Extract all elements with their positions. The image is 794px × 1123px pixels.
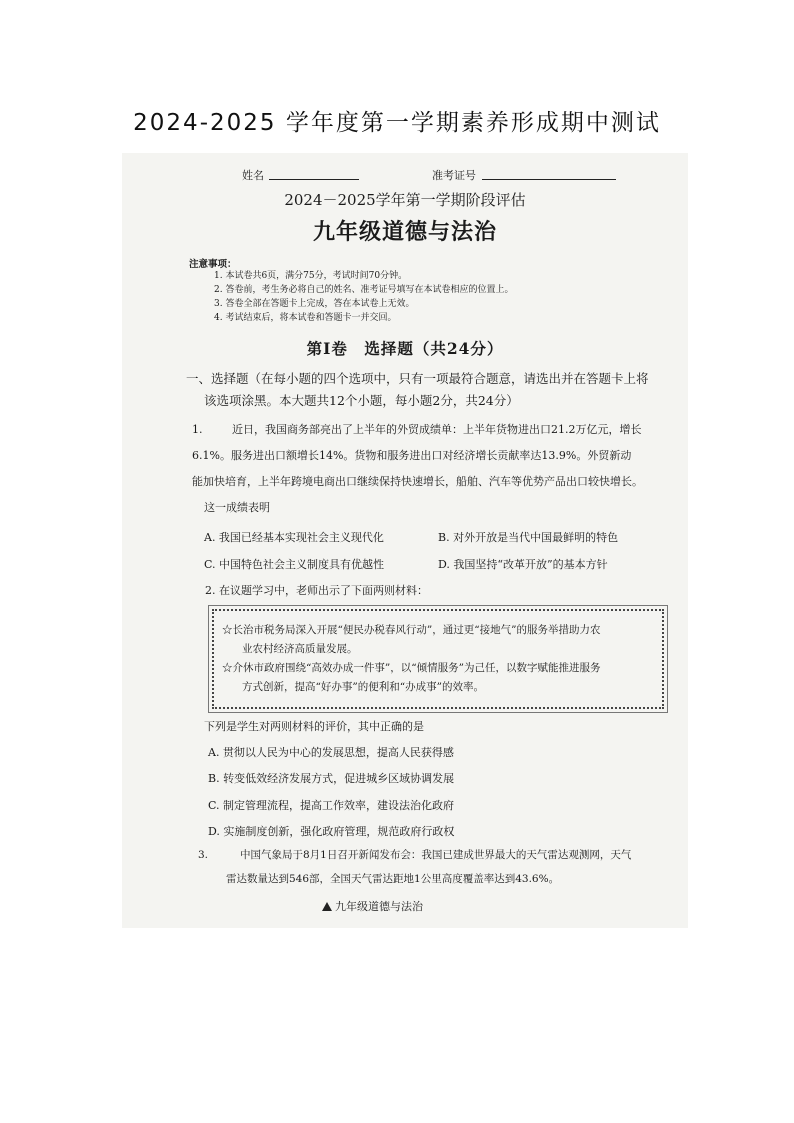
q1-option-a: A. 我国已经基本实现社会主义现代化 — [204, 531, 384, 544]
question-text: 能加快培育，上半年跨境电商出口继续保持快速增长，船舶、汽车等优势产品出口较快增长。 — [192, 475, 643, 488]
candidate-info-row — [122, 167, 688, 185]
question-2-ask: 下列是学生对两则材料的评价，其中正确的是 — [204, 720, 424, 733]
material-2-cont: 方式创新，提高“好办事”的便利和“办成事”的效率。 — [242, 681, 484, 693]
question-text: 雷达数量达到546部，全国天气雷达距地1公里高度覆盖率达到43.6%。 — [226, 873, 560, 885]
name-blank — [269, 179, 359, 180]
material-1-cont: 业农村经济高质量发展。 — [242, 643, 358, 655]
question-text: 中国气象局于8月1日召开新闻发布会：我国已建成世界最大的天气雷达观测网，天气 — [240, 849, 632, 861]
page-footer — [322, 898, 423, 914]
question-2-stem: 2. 在议题学习中，老师出示了下面两则材料： — [205, 584, 428, 597]
part-one-line: 一、选择题（在每小题的四个选项中，只有一项最符合题意，请选出并在答题卡上将 — [186, 371, 649, 386]
notice-list — [214, 269, 513, 325]
question-3 — [198, 843, 678, 891]
exam-subtitle: 2024－2025学年第一学期阶段评估 — [284, 191, 526, 209]
name-label: 姓名 — [242, 169, 264, 182]
q1-option-b: B. 对外开放是当代中国最鲜明的特色 — [438, 531, 619, 544]
section-title: 第Ⅰ卷 选择题（共24分） — [306, 339, 504, 358]
notice-item: 3. 答卷全部在答题卡上完成，答在本试卷上无效。 — [214, 299, 415, 309]
part-one-heading — [186, 368, 686, 412]
ticket-label: 准考证号 — [432, 169, 476, 182]
ticket-blank — [482, 179, 616, 180]
notice-item: 1. 本试卷共6页，满分75分，考试时间70分钟。 — [214, 271, 408, 281]
material-2: ☆介休市政府围绕“高效办成一件事”，以“倾情服务”为己任，以数字赋能推进服务 — [222, 662, 601, 674]
notice-title: 注意事项： — [189, 259, 237, 270]
material-1: ☆长治市税务局深入开展“便民办税春风行动”，通过更“接地气”的服务举措助力农 — [222, 624, 601, 636]
footer-text: 九年级道德与法治 — [335, 900, 423, 913]
q2-option-d: D. 实施制度创新，强化政府管理，规范政府行政权 — [208, 825, 455, 838]
question-number: 1. — [192, 423, 203, 436]
material-box — [212, 609, 664, 709]
banner-title: 2024-2025 学年度第一学期素养形成期中测试 — [133, 110, 661, 136]
notice-item: 4. 考试结束后，将本试卷和答题卡一并交回。 — [214, 313, 397, 323]
exam-title: 九年级道德与法治 — [312, 219, 497, 245]
question-text: 6.1%。服务进出口额增长14%。货物和服务进出口对经济增长贡献率达13.9%。外贸新动 — [192, 449, 632, 462]
question-text: 这一成绩表明 — [204, 501, 270, 514]
q2-option-a: A. 贯彻以人民为中心的发展思想，提高人民获得感 — [208, 746, 454, 759]
question-text: 近日，我国商务部亮出了上半年的外贸成绩单：上半年货物进出口21.2万亿元，增长 — [232, 423, 642, 436]
notice-item: 2. 答卷前，考生务必将自己的姓名、准考证号填写在本试卷相应的位置上。 — [214, 285, 514, 295]
q1-option-c: C. 中国特色社会主义制度具有优越性 — [204, 558, 385, 571]
part-one-line: 该选项涂黑。本大题共12个小题，每小题2分，共24分） — [204, 393, 519, 408]
q2-option-b: B. 转变低效经济发展方式，促进城乡区域协调发展 — [208, 772, 455, 785]
q2-option-c: C. 制定管理流程，提高工作效率，建设法治化政府 — [208, 799, 455, 812]
question-number: 3. — [198, 849, 209, 861]
triangle-icon — [322, 902, 332, 911]
question-1 — [192, 417, 678, 521]
q1-option-d: D. 我国坚持“改革开放”的基本方针 — [438, 558, 608, 571]
scanned-exam-page — [122, 153, 688, 928]
